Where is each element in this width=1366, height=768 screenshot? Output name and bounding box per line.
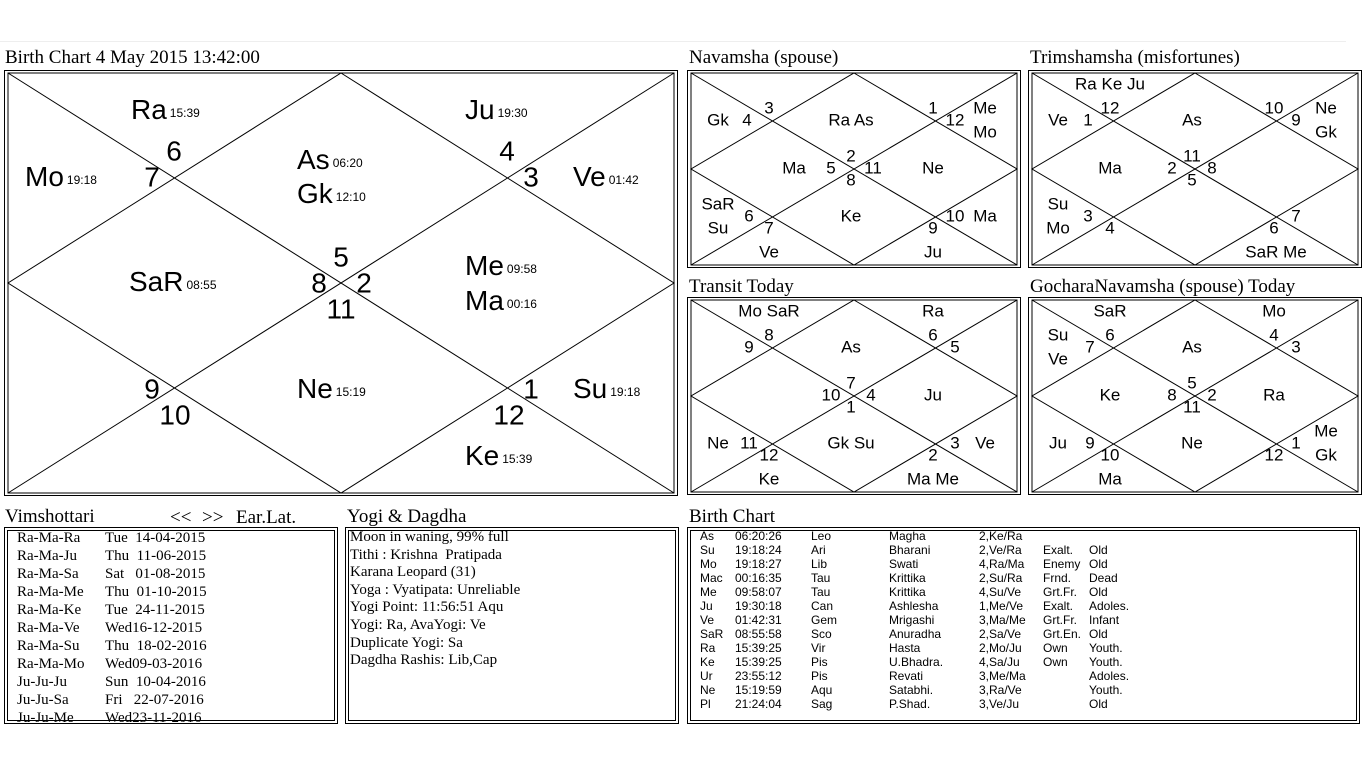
dasha-row[interactable]: [17, 655, 207, 673]
chart-label: 12: [945, 110, 965, 130]
chart-label: 7: [1085, 337, 1095, 357]
yogi-panel: [348, 530, 676, 721]
yogi-lines: [350, 529, 520, 670]
birth-table-row: [700, 543, 1139, 557]
yogi-line: Duplicate Yogi: Sa: [350, 634, 463, 651]
small-chart-0-frame: [688, 71, 1021, 268]
chart-label: 2: [1207, 385, 1217, 405]
chart-label: 6: [928, 325, 938, 345]
planet-label: Ra $_{15:39}$: [131, 93, 200, 125]
chart-label: 9: [744, 337, 754, 357]
birth-table-row: [700, 613, 1139, 627]
chart-label: 11: [1183, 146, 1201, 166]
chart-label: Su: [1047, 194, 1069, 214]
cell-nakshatra: Satabhi.: [889, 683, 934, 697]
chart-label: 2: [1167, 158, 1177, 178]
planet-label: Ju $_{19:30}$: [465, 93, 528, 125]
birth-chart-title: Birth Chart 4 May 2015 13:42:00: [5, 47, 260, 68]
chart-label: 4: [1105, 218, 1115, 238]
cell-planet: Ur: [700, 669, 713, 683]
chart-label: Me: [973, 98, 997, 118]
chart-label: 7: [1291, 206, 1301, 226]
dasha-period: Ju-Ju-Sa: [17, 692, 69, 708]
vimshottari-table: [17, 529, 207, 727]
chart-label: Ju: [924, 242, 942, 262]
chart-label: Gk: [1315, 445, 1337, 465]
cell-sign: Sco: [811, 627, 832, 641]
chart-label: Ve: [759, 242, 779, 262]
planet-label: Mo $_{19:18}$: [25, 160, 97, 192]
dasha-row[interactable]: [17, 529, 207, 547]
planet-label: Ve $_{01:42}$: [573, 160, 639, 192]
cell-relationship: Exalt.: [1043, 543, 1074, 557]
chart-label: 5: [1187, 170, 1197, 190]
chart-label: Ne: [707, 433, 729, 453]
top-divider: [0, 41, 1346, 42]
cell-avastha: Youth.: [1089, 655, 1123, 669]
cell-nakshatra: Magha: [889, 529, 926, 543]
chart-label: Gk: [707, 110, 729, 130]
cell-planet: Me: [700, 585, 717, 599]
chart-label: 7: [846, 373, 856, 393]
cell-sign: Lib: [811, 557, 828, 571]
house-sign-number: 12: [493, 399, 525, 431]
dasha-row[interactable]: [17, 619, 207, 637]
chart-label: Ve: [975, 433, 995, 453]
birth-details-table: [700, 529, 1139, 711]
chart-label: Ne: [1181, 433, 1203, 453]
cell-nakshatra: Bharani: [889, 543, 931, 557]
cell-nakshatra: Swati: [889, 557, 919, 571]
chart-label: 4: [866, 385, 876, 405]
chart-label: Ma: [1098, 469, 1122, 489]
yogi-line: Yoga : Vyatipata: Unreliable: [350, 581, 521, 598]
house-sign-number: 5: [333, 241, 349, 273]
chart-label: 2: [928, 445, 938, 465]
cell-pada-lords: 3,Ma/Me: [979, 613, 1026, 627]
cell-pada-lords: 4,Su/Ve: [979, 585, 1022, 599]
birth-chart-diagram[interactable]: [4, 70, 678, 496]
chart-label: Ne: [922, 158, 944, 178]
chart-label: 8: [1207, 158, 1217, 178]
birth-table-row: [700, 655, 1139, 669]
cell-pada-lords: 4,Sa/Ju: [979, 655, 1020, 669]
planet-label: Gk $_{12:10}$: [297, 177, 366, 209]
dasha-period: Ra-Ma-Ra: [17, 530, 81, 546]
chart-label: 10: [1100, 445, 1120, 465]
cell-relationship: [1043, 697, 1089, 711]
birth-table-row: [700, 571, 1139, 585]
navamsha-chart[interactable]: [687, 70, 1021, 268]
cell-sign: Ari: [811, 543, 826, 557]
cell-sign: Tau: [811, 571, 831, 585]
chart-label: As: [1182, 337, 1202, 357]
dasha-date: Thu 01-10-2015: [105, 584, 207, 600]
yogi-line: Yogi: Ra, AvaYogi: Ve: [350, 616, 486, 633]
chart-label: 8: [764, 325, 774, 345]
yogi-line: Yogi Point: 11:56:51 Aqu: [350, 599, 504, 616]
chart-label: Ke: [1099, 385, 1121, 405]
cell-relationship: [1043, 529, 1089, 543]
yogi-line: Karana Leopard (31): [350, 564, 476, 581]
dasha-period: Ra-Ma-Sa: [17, 566, 79, 582]
cell-sign: Pis: [811, 669, 828, 683]
dasha-date: Thu 18-02-2016: [105, 638, 207, 654]
cell-avastha: Old: [1089, 557, 1108, 571]
cell-longitude: 15:39:25: [735, 655, 782, 669]
chart-label: Ma Me: [907, 469, 959, 489]
cell-nakshatra: P.Shad.: [889, 697, 931, 711]
dasha-date: Wed16-12-2015: [105, 620, 203, 636]
cell-pada-lords: 3,Me/Ma: [979, 669, 1026, 683]
cell-planet: Ne: [700, 683, 716, 697]
cell-avastha: Youth.: [1089, 683, 1123, 697]
chart-label: Mo: [1046, 218, 1070, 238]
chart-label: Ve: [1048, 349, 1068, 369]
chart-label: Gk: [1315, 122, 1337, 142]
birth-table-row: [700, 697, 1139, 711]
chart-label: 10: [821, 385, 841, 405]
chart-label: 9: [1085, 433, 1095, 453]
cell-longitude: 09:58:07: [735, 585, 782, 599]
chart-label: Mo SaR: [738, 301, 800, 321]
cell-pada-lords: 2,Mo/Ju: [979, 641, 1022, 655]
dasha-row[interactable]: [17, 691, 207, 709]
chart-label: Gk Su: [827, 433, 875, 453]
birth-table-row: [700, 585, 1139, 599]
chart-label: 1: [1291, 433, 1301, 453]
dasha-period: Ju-Ju-Me: [17, 710, 74, 726]
chart-label: 12: [1264, 445, 1284, 465]
house-sign-number: 2: [356, 267, 372, 299]
cell-planet: Su: [700, 543, 715, 557]
chart-label: 5: [826, 158, 836, 178]
cell-pada-lords: 4,Ra/Ma: [979, 557, 1025, 571]
birth-table-panel: [690, 530, 1357, 721]
cell-sign: Pis: [811, 655, 828, 669]
cell-sign: Gem: [811, 613, 838, 627]
chart-label: Ne: [1315, 98, 1337, 118]
chart-label: 9: [1291, 110, 1301, 130]
cell-nakshatra: Krittika: [889, 571, 926, 585]
chart-label: 4: [1269, 325, 1279, 345]
dasha-row[interactable]: [17, 547, 207, 565]
vimshottari-panel: [7, 530, 335, 726]
chart-label: 4: [742, 110, 752, 130]
cell-planet: Ke: [700, 655, 715, 669]
cell-nakshatra: U.Bhadra.: [889, 655, 944, 669]
dasha-row[interactable]: [17, 565, 207, 583]
birth-table-row: [700, 627, 1139, 641]
cell-sign: Leo: [811, 529, 832, 543]
chart-label: Ma: [973, 206, 997, 226]
cell-avastha: Adoles.: [1089, 669, 1130, 683]
cell-relationship: [1043, 669, 1089, 683]
cell-longitude: 19:18:27: [735, 557, 782, 571]
chart-label: Mo: [1262, 301, 1286, 321]
cell-relationship: [1043, 683, 1089, 697]
cell-longitude: 00:16:35: [735, 571, 782, 585]
cell-sign: Vir: [811, 641, 826, 655]
chart-label: Ke: [758, 469, 780, 489]
chart-label: Mo: [973, 122, 997, 142]
cell-pada-lords: 1,Me/Ve: [979, 599, 1024, 613]
cell-nakshatra: Ashlesha: [889, 599, 939, 613]
yogi-line: Tithi : Krishna Pratipada: [350, 546, 502, 563]
chart-label: 8: [846, 170, 856, 190]
chart-label: 1: [1083, 110, 1093, 130]
chart-label: Ra As: [828, 110, 874, 130]
dasha-row[interactable]: [17, 673, 207, 691]
dasha-period: Ra-Ma-Ju: [17, 548, 77, 564]
cell-longitude: 23:55:12: [735, 669, 782, 683]
cell-relationship: Frnd.: [1043, 571, 1072, 585]
chart-label: Su: [1047, 325, 1069, 345]
cell-pada-lords: 2,Ke/Ra: [979, 529, 1023, 543]
house-sign-number: 3: [523, 161, 539, 193]
cell-planet: Ve: [700, 613, 715, 627]
chart-label: Ra: [1263, 385, 1285, 405]
chart-label: Ju: [924, 385, 942, 405]
cell-avastha: Old: [1089, 543, 1108, 557]
chart-label: Su: [707, 218, 729, 238]
dasha-next-button[interactable]: >>: [202, 507, 224, 528]
cell-planet: SaR: [700, 627, 724, 641]
chart-label: Me: [1314, 421, 1338, 441]
cell-relationship: Own: [1043, 655, 1068, 669]
cell-nakshatra: Revati: [889, 669, 924, 683]
yogi-line: Moon in waning, 99% full: [350, 529, 509, 545]
cell-relationship: Grt.En.: [1043, 627, 1082, 641]
cell-avastha: Dead: [1089, 571, 1118, 585]
chart-label: 10: [1264, 98, 1284, 118]
dasha-row[interactable]: [17, 709, 207, 727]
chart-label: As: [841, 337, 861, 357]
cell-sign: Can: [811, 599, 834, 613]
chart-label: As: [1182, 110, 1202, 130]
cell-pada-lords: 2,Sa/Ve: [979, 627, 1022, 641]
trimshamsha-chart[interactable]: [1028, 70, 1362, 268]
dasha-period: Ra-Ma-Su: [17, 638, 80, 654]
chart-label: 11: [740, 433, 758, 453]
cell-longitude: 06:20:26: [735, 529, 782, 543]
house-sign-number: 1: [523, 373, 539, 405]
dasha-period: Ra-Ma-Me: [17, 584, 84, 600]
cell-longitude: 01:42:31: [735, 613, 782, 627]
chart-label: 3: [1291, 337, 1301, 357]
cell-sign: Aqu: [811, 683, 833, 697]
chart-label: Ke: [840, 206, 862, 226]
navamsha-title: Navamsha (spouse): [689, 47, 839, 68]
cell-avastha: Infant: [1089, 613, 1120, 627]
birth-table-row: [700, 683, 1139, 697]
yogi-title: Yogi & Dagdha: [347, 506, 467, 527]
cell-planet: Ju: [700, 599, 713, 613]
transit-title: Transit Today: [689, 276, 794, 297]
dasha-prev-button[interactable]: <<: [170, 507, 192, 528]
birth-table-row: [700, 557, 1139, 571]
trimshamsha-title: Trimshamsha (misfortunes): [1030, 47, 1240, 68]
chart-label: Ra Ke Ju: [1075, 74, 1145, 94]
cell-pada-lords: 2,Su/Ra: [979, 571, 1023, 585]
house-sign-number: 11: [326, 293, 356, 325]
house-sign-number: 7: [144, 161, 160, 193]
cell-longitude: 08:55:58: [735, 627, 782, 641]
birth-table-row: [700, 641, 1139, 655]
cell-longitude: 19:18:24: [735, 543, 782, 557]
dasha-date: Sun 10-04-2016: [105, 674, 206, 690]
yogi-line: Dagdha Rashis: Lib,Cap: [350, 652, 498, 669]
dasha-period: Ra-Ma-Ve: [17, 620, 80, 636]
birth-chart-frame: [5, 71, 678, 496]
chart-label: Ra: [922, 301, 944, 321]
chart-label: 6: [1105, 325, 1115, 345]
dasha-date: Thu 11-06-2015: [105, 548, 207, 564]
chart-label: SaR: [1093, 301, 1127, 321]
chart-label: 3: [764, 98, 774, 118]
small-chart-2-frame: [688, 298, 1021, 495]
dasha-period: Ra-Ma-Ke: [17, 602, 82, 618]
planet-label: SaR $_{08:55}$: [129, 265, 217, 297]
cell-relationship: Enemy: [1043, 557, 1081, 571]
dasha-date: Wed09-03-2016: [105, 656, 203, 672]
cell-avastha: Youth.: [1089, 641, 1123, 655]
chart-label: 6: [1269, 218, 1279, 238]
chart-label: Ju: [1049, 433, 1067, 453]
cell-planet: Mac: [700, 571, 723, 585]
dasha-date: Fri 22-07-2016: [105, 692, 204, 708]
house-sign-number: 10: [159, 399, 191, 431]
cell-planet: Ra: [700, 641, 716, 655]
chart-label: Ma: [1098, 158, 1122, 178]
chart-label: 3: [1083, 206, 1093, 226]
cell-pada-lords: 2,Ve/Ra: [979, 543, 1022, 557]
planet-label: As $_{06:20}$: [297, 143, 363, 175]
chart-label: 12: [1100, 98, 1120, 118]
planet-label: Me $_{09:58}$: [465, 249, 537, 281]
birth-table-row: [700, 599, 1139, 613]
chart-label: 11: [1183, 397, 1201, 417]
transit-chart[interactable]: [687, 297, 1021, 495]
chart-label: 9: [928, 218, 938, 238]
cell-longitude: 19:30:18: [735, 599, 782, 613]
dasha-date: Wed23-11-2016: [105, 710, 202, 726]
cell-nakshatra: Mrigashi: [889, 613, 935, 627]
chart-label: 5: [1187, 373, 1197, 393]
birth-table-row: [700, 669, 1139, 683]
dasha-date: Tue 24-11-2015: [105, 602, 205, 618]
cell-planet: Pl: [700, 697, 711, 711]
gochara-navamsha-chart[interactable]: [1028, 297, 1362, 495]
birth-table-title: Birth Chart: [689, 506, 776, 527]
planet-label: Ke $_{15:39}$: [465, 439, 533, 471]
cell-relationship: Exalt.: [1043, 599, 1074, 613]
dasha-period: Ra-Ma-Mo: [17, 656, 85, 672]
cell-avastha: [1089, 529, 1139, 543]
cell-avastha: Old: [1089, 585, 1108, 599]
chart-label: 12: [759, 445, 779, 465]
planet-label: Ne $_{15:19}$: [297, 372, 366, 404]
vimshottari-title: Vimshottari: [5, 506, 95, 527]
chart-label: SaR Me: [1245, 242, 1307, 262]
cell-planet: Mo: [700, 557, 717, 571]
cell-avastha: Adoles.: [1089, 599, 1130, 613]
cell-pada-lords: 3,Ra/Ve: [979, 683, 1022, 697]
cell-relationship: Grt.Fr.: [1043, 613, 1077, 627]
cell-nakshatra: Hasta: [889, 641, 921, 655]
gochara-title: GocharaNavamsha (spouse) Today: [1030, 276, 1296, 297]
small-chart-3-frame: [1029, 298, 1362, 495]
dasha-row[interactable]: [17, 637, 207, 655]
house-sign-number: 6: [166, 135, 182, 167]
chart-label: 10: [945, 206, 965, 226]
house-sign-number: 4: [499, 135, 515, 167]
small-chart-1-frame: [1029, 71, 1362, 268]
dasha-period: Ju-Ju-Ju: [17, 674, 68, 690]
cell-relationship: Grt.Fr.: [1043, 585, 1077, 599]
dasha-row[interactable]: [17, 601, 207, 619]
cell-relationship: Own: [1043, 641, 1068, 655]
chart-label: 11: [864, 158, 882, 178]
chart-label: SaR: [701, 194, 735, 214]
cell-avastha: Old: [1089, 627, 1108, 641]
planet-label: Ma $_{00:16}$: [465, 284, 537, 316]
chart-label: Ma: [782, 158, 806, 178]
cell-planet: As: [700, 529, 715, 543]
chart-label: 1: [928, 98, 938, 118]
cell-longitude: 15:19:59: [735, 683, 782, 697]
birth-table-row: [700, 529, 1139, 543]
chart-label: Ve: [1048, 110, 1068, 130]
dasha-row[interactable]: [17, 583, 207, 601]
chart-label: 7: [764, 218, 774, 238]
house-sign-number: 8: [311, 267, 327, 299]
cell-avastha: Old: [1089, 697, 1108, 711]
cell-pada-lords: 3,Ve/Ju: [979, 697, 1020, 711]
chart-label: 1: [846, 397, 856, 417]
chart-label: 5: [950, 337, 960, 357]
chart-label: 6: [744, 206, 754, 226]
dasha-date: Tue 14-04-2015: [105, 530, 206, 546]
cell-sign: Tau: [811, 585, 831, 599]
cell-longitude: 21:24:04: [735, 697, 782, 711]
chart-label: 3: [950, 433, 960, 453]
dasha-date: Sat 01-08-2015: [105, 566, 206, 582]
cell-sign: Sag: [811, 697, 833, 711]
chart-label: 2: [846, 146, 856, 166]
cell-longitude: 15:39:25: [735, 641, 782, 655]
dasha-mode-label[interactable]: Ear.Lat.: [236, 507, 297, 528]
chart-label: 8: [1167, 385, 1177, 405]
cell-nakshatra: Krittika: [889, 585, 926, 599]
cell-nakshatra: Anuradha: [889, 627, 942, 641]
house-sign-number: 9: [144, 373, 160, 405]
planet-label: Su $_{19:18}$: [573, 372, 641, 404]
